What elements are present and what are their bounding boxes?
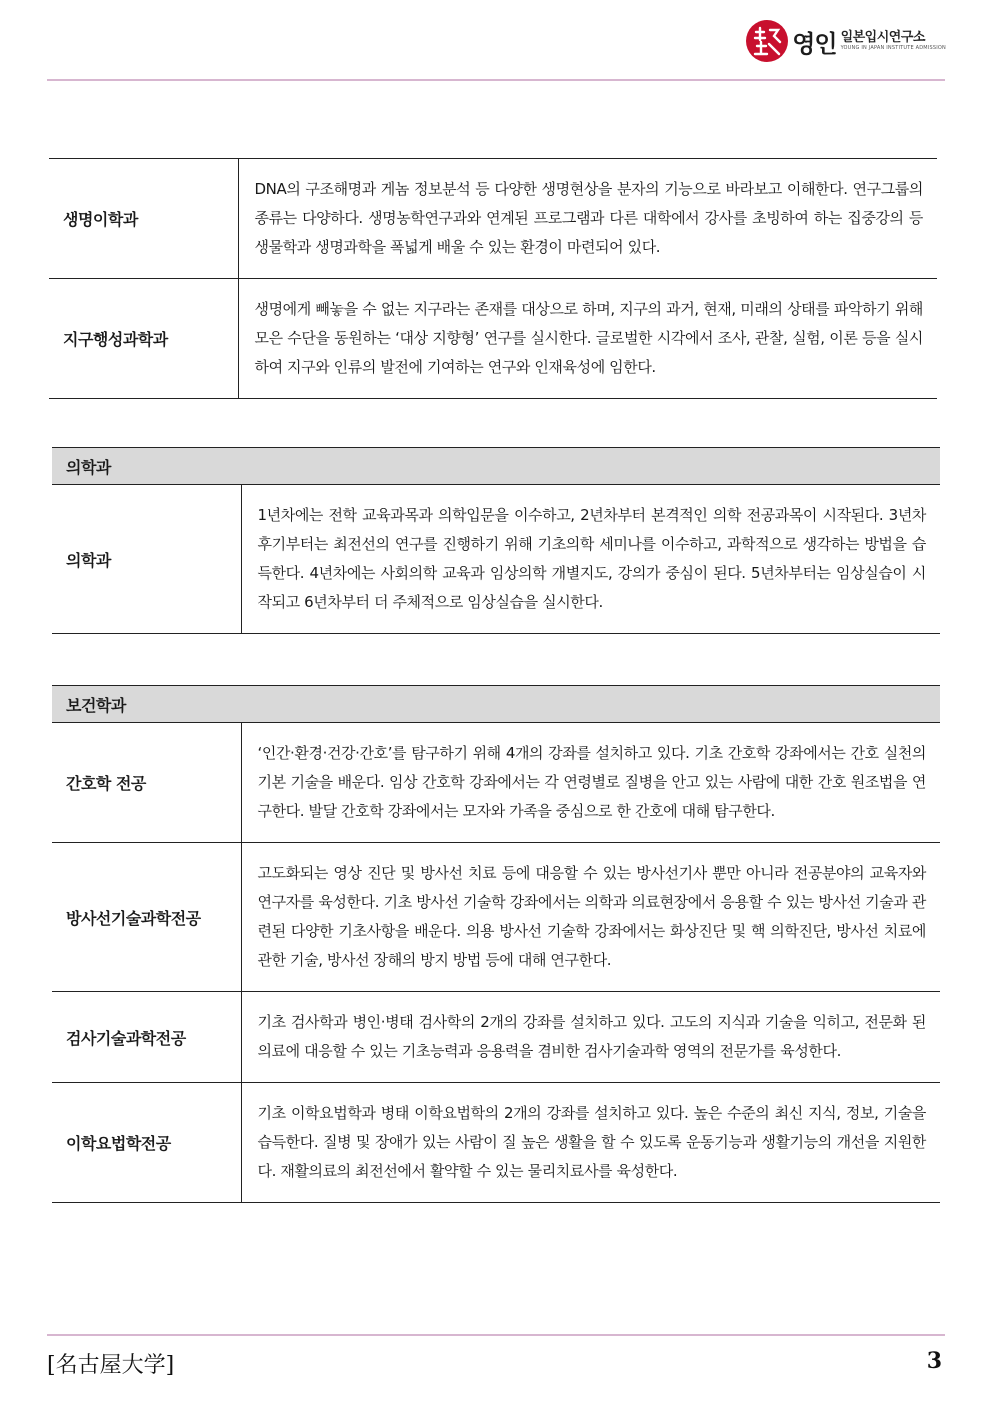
page-number: 3 xyxy=(926,1348,942,1374)
department-name: 간호학 전공 xyxy=(52,723,241,843)
footer-divider xyxy=(47,1334,945,1336)
department-name: 의학과 xyxy=(52,485,241,634)
health-sciences-table xyxy=(52,685,940,1203)
group-header-row xyxy=(52,448,940,485)
university-name: [名古屋大学] xyxy=(47,1353,175,1378)
table-row xyxy=(52,992,940,1083)
department-description: 1년차에는 전학 교육과목과 의학입문을 이수하고, 2년차부터 본격적인 의학 전공과목이 시작된다. 3년차 후기부터는 최전선의 연구를 진행하기 위해 기초의학 세미나를 이수하고, 과학적으로 생각하는 방법을 습득한다. 4년차에는 사회의학 교육과 임상의학 개별지도, 강의가 중심이 된다. 5년차부터는 임상실습이 시작되고 6년차부터 더 주체적으로 임상실습을 실시한다. xyxy=(241,485,940,634)
department-name: 이학요법학전공 xyxy=(52,1083,241,1203)
logo xyxy=(744,18,946,64)
logo-name: 영인 xyxy=(792,29,837,58)
department-name: 생명이학과 xyxy=(49,159,238,279)
group-header-row xyxy=(52,686,940,723)
department-description: ‘인간·환경·건강·간호’를 탐구하기 위해 4개의 강좌를 설치하고 있다. 기초 간호학 강좌에서는 간호 실천의 기본 기술을 배운다. 임상 간호학 강좌에서는 각 연령별로 질병을 안고 있는 사람에 대한 간호 원조법을 연구한다. 발달 간호학 강좌에서는 모자와 가족을 중심으로 한 간호에 대해 탐구한다. xyxy=(241,723,940,843)
table-row xyxy=(49,159,937,279)
science-departments-table xyxy=(49,158,937,399)
department-name: 검사기술과학전공 xyxy=(52,992,241,1083)
table-row xyxy=(52,1083,940,1203)
department-description: 기초 이학요법학과 병태 이학요법학의 2개의 강좌를 설치하고 있다. 높은 수준의 최신 지식, 정보, 기술을 습득한다. 질병 및 장애가 있는 사람이 질 높은 생활을 할 수 있도록 운동기능과 생활기능의 개선을 지원한다. 재활의료의 최전선에서 활약할 수 있는 물리치료사를 육성한다. xyxy=(241,1083,940,1203)
group-title: 보건학과 xyxy=(52,686,940,723)
logo-emblem-icon xyxy=(744,18,790,64)
logo-subtitle-english: YOUNG IN JAPAN INSTITUTE ADMISSION xyxy=(840,45,946,51)
logo-subtitle-korean: 일본입시연구소 xyxy=(840,30,925,45)
table-row xyxy=(52,485,940,634)
department-description: DNA의 구조해명과 게놈 정보분석 등 다양한 생명현상을 분자의 기능으로 바라보고 이해한다. 연구그룹의 종류는 다양하다. 생명농학연구과와 연계된 프로그램과 다른 대학에서 강사를 초빙하여 하는 집중강의 등 생물학과 생명과학을 폭넓게 배울 수 있는 환경이 마련되어 있다. xyxy=(238,159,937,279)
header-divider xyxy=(47,79,945,81)
department-description: 생명에게 빼놓을 수 없는 지구라는 존재를 대상으로 하며, 지구의 과거, 현재, 미래의 상태를 파악하기 위해 모은 수단을 동원하는 ‘대상 지향형’ 연구를 실시한다. 글로벌한 시각에서 조사, 관찰, 실험, 이론 등을 실시하여 지구와 인류의 발전에 기여하는 연구와 인재육성에 임한다. xyxy=(238,279,937,399)
department-name: 지구행성과학과 xyxy=(49,279,238,399)
logo-subtitle xyxy=(841,30,946,52)
department-description: 고도화되는 영상 진단 및 방사선 치료 등에 대응할 수 있는 방사선기사 뿐만 아니라 전공분야의 교육자와 연구자를 육성한다. 기초 방사선 기술학 강좌에서는 의학과 의료현장에서 응용할 수 있는 방사선 기술과 관련된 다양한 기초사항을 배운다. 의용 방사선 기술학 강좌에서는 화상진단 및 핵 의학진단, 방사선 치료에 관한 기술, 방사선 장해의 방지 방법 등에 대해 연구한다. xyxy=(241,843,940,992)
department-name: 방사선기술과학전공 xyxy=(52,843,241,992)
page-header xyxy=(0,0,992,82)
medicine-department-table xyxy=(52,447,940,634)
table-row xyxy=(52,843,940,992)
table-row xyxy=(49,279,937,399)
group-title: 의학과 xyxy=(52,448,940,485)
department-description: 기초 검사학과 병인·병태 검사학의 2개의 강좌를 설치하고 있다. 고도의 지식과 기술을 익히고, 전문화 된 의료에 대응할 수 있는 기초능력과 응용력을 겸비한 검사기술과학 영역의 전문가를 육성한다. xyxy=(241,992,940,1083)
table-row xyxy=(52,723,940,843)
